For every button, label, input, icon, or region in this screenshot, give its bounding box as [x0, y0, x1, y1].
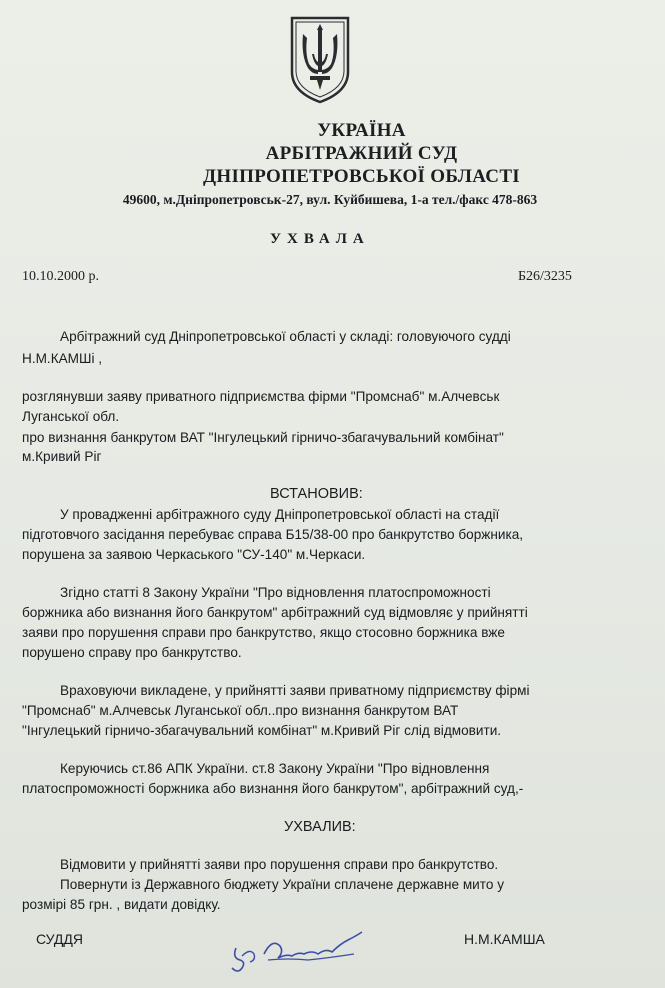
paragraph-line: "Інгулецький гірничо-збагачувальний комбінат" м.Кривий Ріг слід відмовити.	[22, 723, 502, 738]
paragraph-line: розмірі 85 грн. , видати довідку.	[22, 897, 221, 912]
region-heading: ДНІПРОПЕТРОВСЬКОЇ ОБЛАСТІ	[203, 166, 520, 187]
paragraph-line: боржника або визнання його банкрутом" арбітражний суд відмовляє у прийнятті	[22, 605, 528, 620]
intro-line: Луганської обл.	[22, 409, 120, 424]
intro-line: м.Кривий Ріг	[22, 449, 102, 464]
paragraph-line: підготовчого засідання перебуває справа Б15/38-00 про банкрутство боржника,	[22, 527, 524, 542]
document-date: 10.10.2000 р.	[22, 269, 99, 284]
intro-line: про визнання банкрутом ВАТ "Інгулецький гірничо-збагачувальний комбінат"	[22, 430, 504, 445]
paragraph-line: заяви про порушення справи про банкрутство, якщо стосовно боржника вже	[22, 625, 505, 640]
court-address: 49600, м.Дніпропетровськ-27, вул. Куйбишева, 1-а тел./факс 478-863	[122, 192, 538, 207]
paragraph-line: порушена за заявою Черкаського "СУ-140" м.Черкаси.	[22, 547, 366, 562]
paragraph-line: порушено справу про банкрутство.	[22, 645, 242, 660]
trident-icon	[288, 14, 352, 104]
intro-line: Н.М.КАМШі ,	[22, 351, 103, 366]
country-heading: УКРАЇНА	[317, 120, 406, 141]
paragraph-line: "Промснаб" м.Алчевськ Луганської обл..про визнання банкрутом ВАТ	[22, 703, 459, 718]
intro-line: Арбітражний суд Дніпропетровської області у складі: головуючого судді	[60, 329, 511, 344]
court-heading: АРБІТРАЖНИЙ СУД	[265, 143, 458, 164]
signature-role: СУДДЯ	[36, 931, 83, 947]
judge-name: Н.М.КАМША	[464, 931, 545, 947]
paragraph-line: Враховуючи викладене, у прийнятті заяви приватному підприємству фірмі	[60, 683, 530, 698]
paragraph-line: У провадженні арбітражного суду Дніпропетровської області на стадії	[60, 507, 500, 522]
intro-line: розглянувши заяву приватного підприємства фірми "Промснаб" м.Алчевськ	[22, 389, 500, 404]
paragraph-line: Згідно статті 8 Закону України "Про відновлення платоспроможності	[60, 585, 491, 600]
paragraph-line: Відмовити у прийнятті заяви про порушення справи про банкрутство.	[60, 857, 499, 872]
paragraph-line: платоспроможності боржника або визнання його банкрутом", арбітражний суд,-	[22, 781, 524, 796]
document-title: УХВАЛА	[270, 231, 370, 247]
paragraph-line: Керуючись ст.86 АПК України. ст.8 Закону України "Про відновлення	[60, 761, 490, 776]
ruled-heading: УХВАЛИВ:	[284, 819, 356, 835]
established-heading: ВСТАНОВИВ:	[270, 486, 363, 502]
paragraph-line: Повернути із Державного бюджету України сплачене державне мито у	[60, 877, 504, 892]
case-number: Б26/3235	[518, 269, 572, 284]
handwritten-signature	[228, 918, 368, 976]
